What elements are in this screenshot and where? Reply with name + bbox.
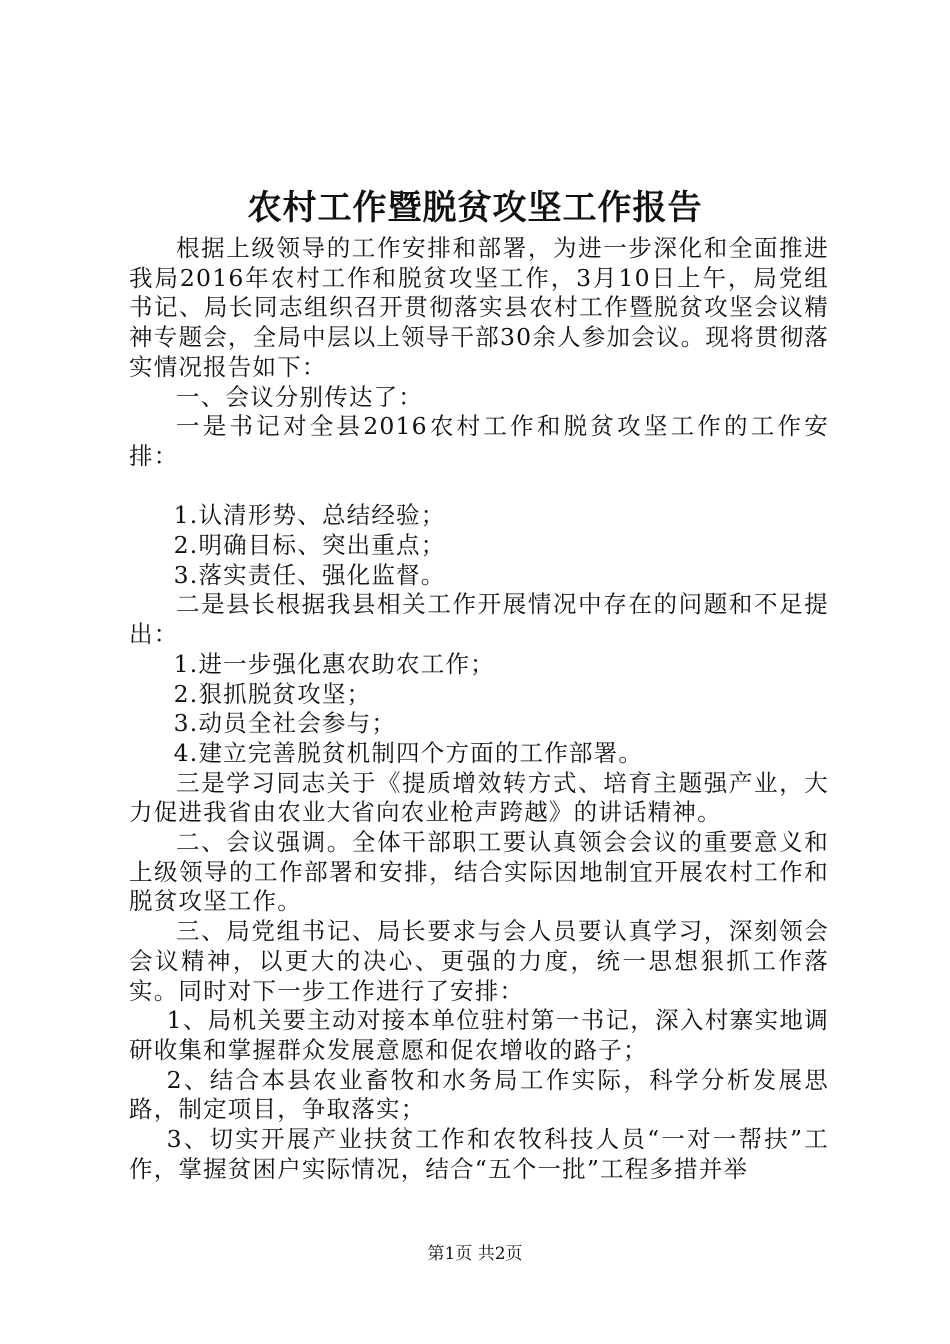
list-item: 3、切实开展产业扶贫工作和农牧科技人员“一对一帮扶”工作，掌握贫困户实际情况，结合“五个一批”工程多措并举 bbox=[129, 1125, 829, 1183]
list-item: 1.进一步强化惠农助农工作； bbox=[173, 649, 495, 678]
paragraph-gap bbox=[129, 472, 829, 502]
paragraph-section-2: 二、会议强调。全体干部职工要认真领会会议的重要意义和上级领导的工作部署和安排，结合实际因地制宜开展农村工作和脱贫攻坚工作。 bbox=[129, 828, 829, 916]
list-item: 3.落实责任、强化监督。 bbox=[173, 560, 446, 589]
paragraph-section-3: 三、局党组书记、局长要求与会人员要认真学习，深刻领会会议精神，以更大的决心、更强的力度，统一思想狠抓工作落实。同时对下一步工作进行了安排： bbox=[129, 917, 829, 1005]
list-item: 4.建立完善脱贫机制四个方面的工作部署。 bbox=[173, 738, 644, 767]
document-body bbox=[129, 234, 829, 1184]
list-item: 1.认清形势、总结经验； bbox=[173, 501, 446, 530]
document-title: 农村工作暨脱贫攻坚工作报告 bbox=[247, 188, 703, 228]
list-item: 2、结合本县农业畜牧和水务局工作实际，科学分析发展思路，制定项目，争取落实； bbox=[129, 1065, 829, 1124]
page-footer: 第1页 共2页 bbox=[427, 1244, 523, 1264]
paragraph-intro: 根据上级领导的工作安排和部署，为进一步深化和全面推进我局2016年农村工作和脱贫攻坚工作，3月10日上午，局党组书记、局长同志组织召开贯彻落实县农村工作暨脱贫攻坚会议精神专题会，全局中层以上领导干部30余人参加会议。现将贯彻落实情况报告如下： bbox=[129, 234, 829, 381]
paragraph-point-2: 二是县长根据我县相关工作开展情况中存在的问题和不足提出： bbox=[129, 590, 829, 649]
list-item: 3.动员全社会参与； bbox=[173, 709, 397, 738]
list-item: 2.狠抓脱贫攻坚； bbox=[173, 679, 372, 708]
paragraph-point-3: 三是学习同志关于《提质增效转方式、培育主题强产业，大力促进我省由农业大省向农业枪声跨越》的讲话精神。 bbox=[129, 768, 829, 827]
list-item: 2.明确目标、突出重点； bbox=[173, 531, 446, 560]
paragraph-section-1-heading: 一、会议分别传达了： bbox=[176, 382, 423, 411]
paragraph-point-1: 一是书记对全县2016农村工作和脱贫攻坚工作的工作安排： bbox=[129, 412, 829, 470]
list-item: 1、局机关要主动对接本单位驻村第一书记，深入村寨实地调研收集和掌握群众发展意愿和促农增收的路子； bbox=[129, 1006, 829, 1064]
